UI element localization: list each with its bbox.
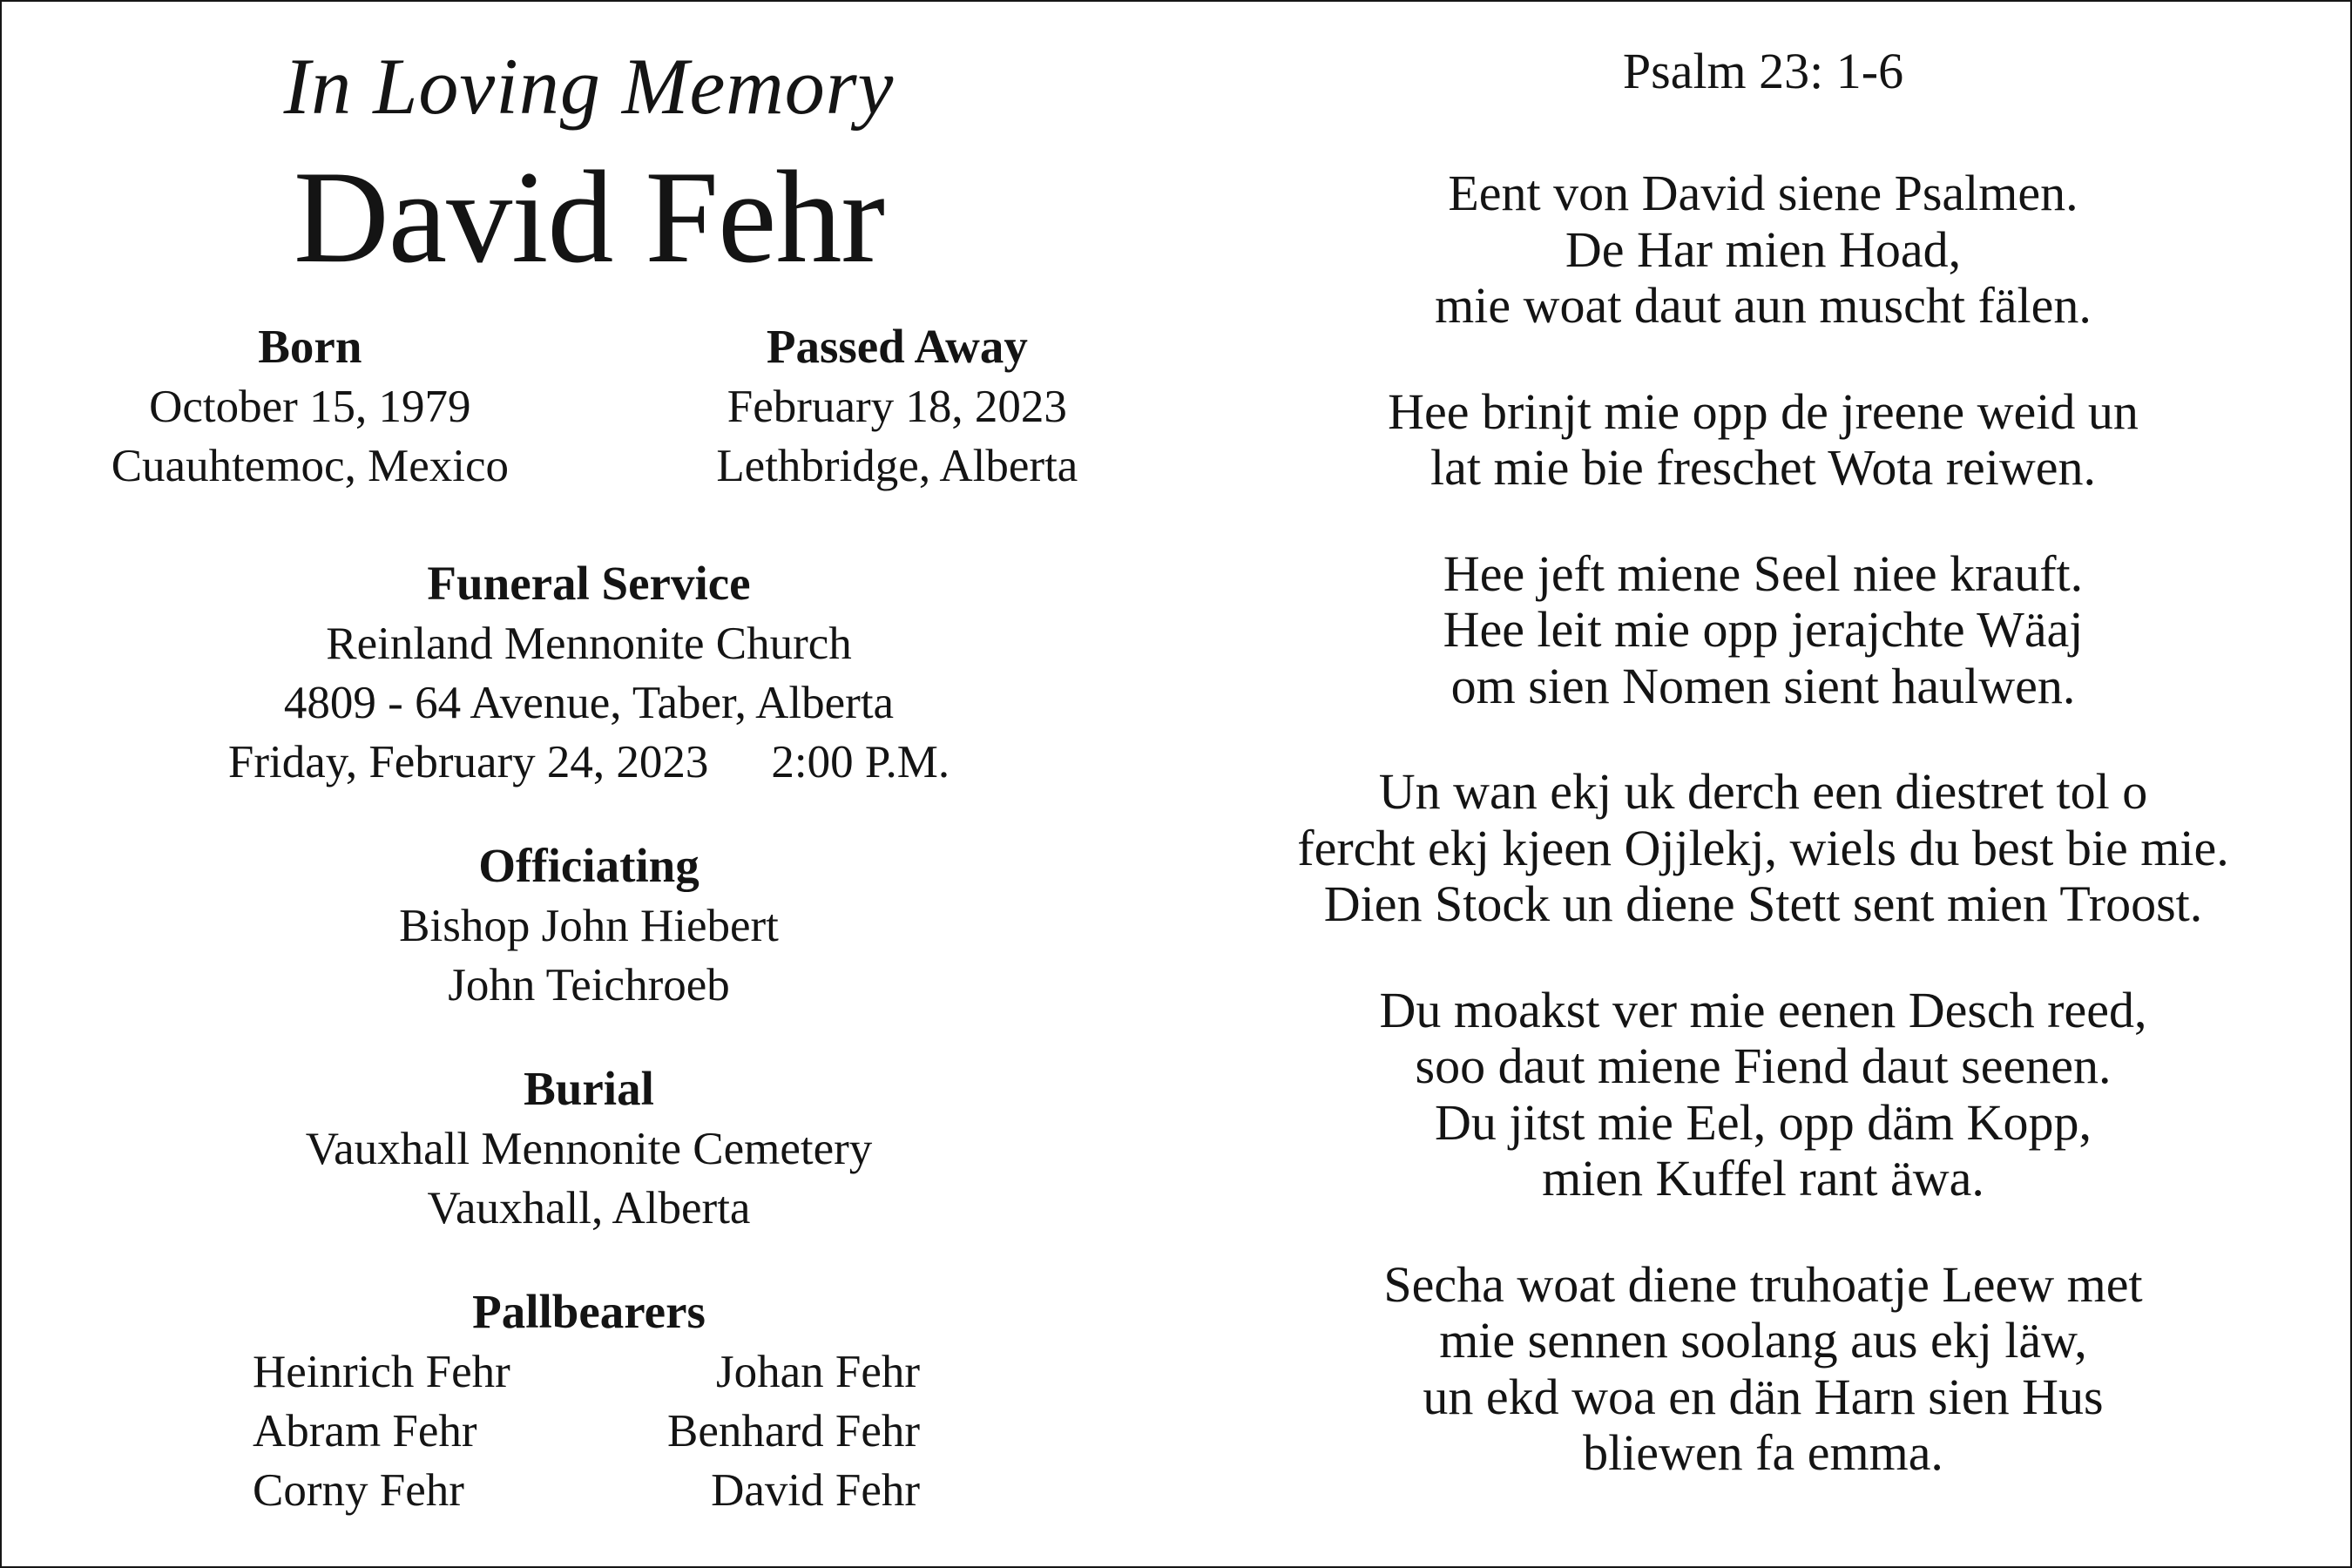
deceased-name: David Fehr — [293, 144, 885, 290]
passed-away-place: Lethbridge, Alberta — [716, 441, 1078, 491]
passed-away-date: February 18, 2023 — [727, 382, 1067, 432]
psalm-line: Eent von David siene Psalmen. — [1448, 165, 2078, 221]
born-heading: Born — [258, 320, 362, 373]
psalm-line: Hee brinjt mie opp de jreene weid un — [1388, 382, 2139, 440]
psalm-stanza-5 — [1176, 983, 2350, 1207]
pallbearer-name: Corny Fehr — [253, 1465, 464, 1516]
burial-location: Vauxhall, Alberta — [427, 1183, 751, 1233]
psalm-line: De Har mien Hoad, — [1565, 220, 1962, 278]
psalm-stanza-1 — [1176, 166, 2350, 335]
psalm-line: mie sennen soolang aus ekj läw, — [1439, 1312, 2087, 1369]
funeral-service-datetime — [2, 733, 1176, 792]
psalm-line: un ekd woa en dän Harn sien Hus — [1423, 1368, 2104, 1425]
psalm-line: lat mie bie freschet Wota reiwen. — [1429, 439, 2097, 496]
funeral-service-venue: Reinland Mennonite Church — [326, 618, 852, 669]
funeral-service-block — [2, 553, 1176, 792]
psalm-line: Dien Stock un diene Stett sent mien Troost. — [1323, 875, 2203, 932]
officiating-block — [2, 835, 1176, 1015]
psalm-line: fercht ekj kjeen Ojjlekj, wiels du best bie mie. — [1297, 819, 2229, 876]
funeral-service-date: Friday, February 24, 2023 — [227, 737, 709, 787]
psalm-stanza-3 — [1176, 546, 2350, 715]
psalm-column — [1176, 2, 2350, 1566]
born-date: October 15, 1979 — [149, 382, 471, 432]
memorial-title: In Loving Memory — [283, 42, 895, 131]
officiating-name: Bishop John Hiebert — [399, 901, 779, 951]
pallbearers-columns — [253, 1342, 925, 1520]
psalm-line: mie woat daut aun muscht fälen. — [1435, 277, 2092, 334]
psalm-line: Hee leit mie opp jerajchte Wäaj — [1443, 601, 2084, 658]
pallbearers-block — [2, 1281, 1176, 1520]
funeral-service-address: 4809 - 64 Avenue, Taber, Alberta — [283, 678, 895, 728]
pallbearer-name: David Fehr — [711, 1465, 920, 1516]
psalm-line: Secha woat diene truhoatje Leew met — [1383, 1255, 2143, 1313]
birth-death-row — [2, 316, 1176, 496]
pallbearer-name: Abram Fehr — [253, 1406, 477, 1456]
passed-away-block — [618, 316, 1176, 496]
born-place: Cuauhtemoc, Mexico — [111, 441, 509, 491]
psalm-line: Un wan ekj uk derch een diestret tol o — [1378, 763, 2148, 820]
psalm-line: soo daut miene Fiend daut seenen. — [1415, 1037, 2112, 1094]
pallbearers-heading: Pallbearers — [472, 1285, 706, 1338]
officiating-name: John Teichroeb — [448, 960, 730, 1010]
psalm-line: Du moakst ver mie eenen Desch reed, — [1379, 981, 2147, 1038]
funeral-service-time: 2:00 P.M. — [771, 737, 950, 787]
funeral-service-heading: Funeral Service — [427, 557, 751, 610]
psalm-line: om sien Nomen sient haulwen. — [1450, 657, 2076, 714]
pallbearer-name: Johan Fehr — [715, 1347, 920, 1397]
officiating-heading: Officiating — [478, 839, 700, 892]
burial-place: Vauxhall Mennonite Cemetery — [305, 1124, 873, 1174]
psalm-stanza-6 — [1176, 1257, 2350, 1482]
psalm-line: Hee jeft miene Seel niee krauft. — [1443, 544, 2084, 602]
psalm-line: Du jitst mie Eel, opp däm Kopp, — [1435, 1093, 2092, 1151]
psalm-line: mien Kuffel rant äwa. — [1542, 1150, 1984, 1206]
pallbearer-name: Benhard Fehr — [667, 1406, 920, 1456]
psalm-title: Psalm 23: 1-6 — [1622, 43, 1904, 99]
psalm-stanza-4 — [1176, 764, 2350, 933]
passed-away-heading: Passed Away — [766, 320, 1028, 373]
psalm-stanza-2 — [1176, 384, 2350, 497]
burial-block — [2, 1058, 1176, 1238]
pallbearer-name: Heinrich Fehr — [253, 1347, 510, 1397]
pallbearers-left-column — [253, 1342, 589, 1520]
burial-heading: Burial — [524, 1062, 654, 1115]
born-block — [2, 316, 618, 496]
program-details-column — [2, 2, 1176, 1566]
psalm-line: bliewen fa emma. — [1583, 1424, 1943, 1481]
pallbearers-right-column — [589, 1342, 925, 1520]
